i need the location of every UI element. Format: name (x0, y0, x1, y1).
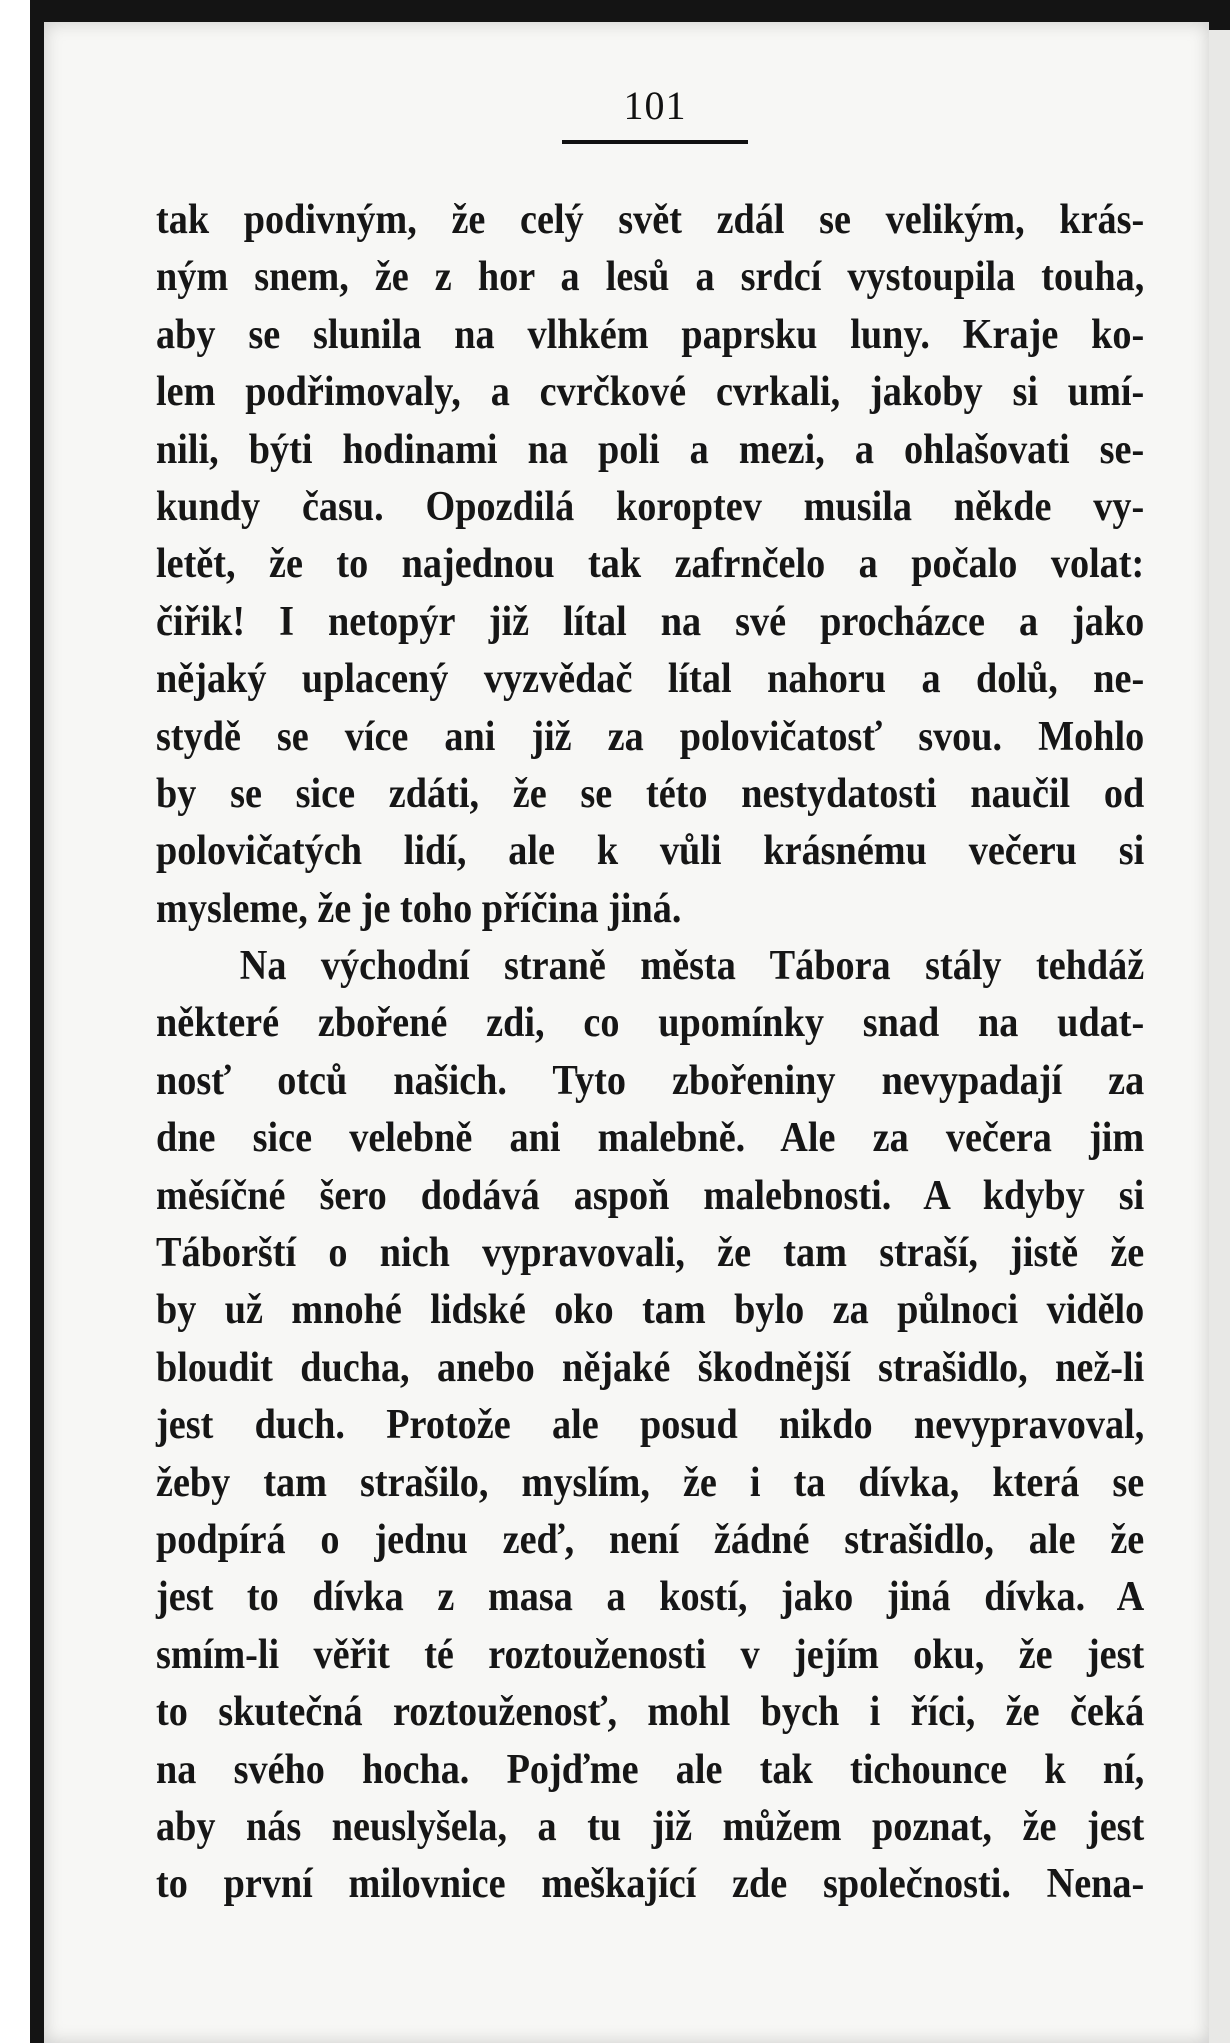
text-line: aby se slunila na vlhkém paprsku luny. Kraje ko- (156, 311, 1145, 358)
text-line: podpírá o jednu zeď, není žádné strašidlo, ale že (156, 1516, 1145, 1563)
text-line: jest duch. Protože ale posud nikdo nevypravoval, (156, 1402, 1145, 1449)
scan-right-margin (1209, 30, 1230, 2043)
text-line: nosť otců našich. Tyto zbořeniny nevypadají za (156, 1057, 1145, 1104)
text-line: ným snem, že z hor a lesů a srdcí vystoupila touha, (156, 254, 1145, 301)
header-rule (562, 140, 748, 144)
scan-left-margin (0, 0, 30, 2043)
text-line: polovičatých lidí, ale k vůli krásnému večeru si (156, 828, 1145, 875)
text-line: aby nás neuslyšela, a tu již můžem poznat, že jest (156, 1803, 1145, 1850)
text-line: bloudit ducha, anebo nějaké škodnější strašidlo, než-li (156, 1344, 1145, 1391)
body-text (156, 192, 1144, 1914)
text-line: některé zbořené zdi, co upomínky snad na udat- (156, 1000, 1145, 1047)
text-line: nějaký uplacený vyzvědač lítal nahoru a dolů, ne- (156, 656, 1145, 703)
text-line: by už mnohé lidské oko tam bylo za půlnoci vidělo (156, 1287, 1145, 1334)
text-line: žeby tam strašilo, myslím, že i ta dívka, která se (156, 1459, 1145, 1506)
page-header (560, 84, 750, 144)
text-line: nili, býti hodinami na poli a mezi, a ohlašovati se- (156, 426, 1145, 473)
paragraph-1 (156, 192, 1144, 938)
text-line: letět, že to najednou tak zafrnčelo a počalo volat: (156, 541, 1145, 588)
text-line: na svého hocha. Pojďme ale tak tichounce k ní, (156, 1746, 1145, 1793)
text-line: měsíčné šero dodává aspoň malebnosti. A kdyby si (156, 1172, 1145, 1219)
text-line: to skutečná roztouženosť, mohl bych i říci, že čeká (156, 1689, 1145, 1736)
text-line: čiřik! I netopýr již lítal na své procházce a jako (156, 598, 1145, 645)
text-line: Táborští o nich vypravovali, že tam straší, jistě že (156, 1230, 1145, 1277)
text-line: Na východní straně města Tábora stály tehdáž (239, 943, 1145, 990)
text-line: tak podivným, že celý svět zdál se velikým, krás- (156, 197, 1145, 243)
text-line: lem podřimovaly, a cvrčkové cvrkali, jakoby si umí- (156, 369, 1145, 416)
text-line: mysleme, že je toho příčina jiná. (156, 885, 682, 932)
text-line: smím-li věřit té roztouženosti v jejím oku, že jest (156, 1631, 1145, 1678)
text-line: by se sice zdáti, že se této nestydatosti naučil od (156, 770, 1145, 817)
text-line: to první milovnice meškající zde společnosti. Nena- (156, 1861, 1145, 1908)
paragraph-2 (156, 938, 1144, 1914)
page-number: 101 (623, 83, 687, 128)
text-line: dne sice velebně ani malebně. Ale za večera jim (156, 1115, 1145, 1162)
text-line: stydě se více ani již za polovičatosť svou. Mohlo (156, 713, 1145, 760)
text-line: kundy času. Opozdilá koroptev musila někde vy- (156, 483, 1145, 530)
text-line: jest to dívka z masa a kostí, jako jiná dívka. A (156, 1574, 1145, 1621)
